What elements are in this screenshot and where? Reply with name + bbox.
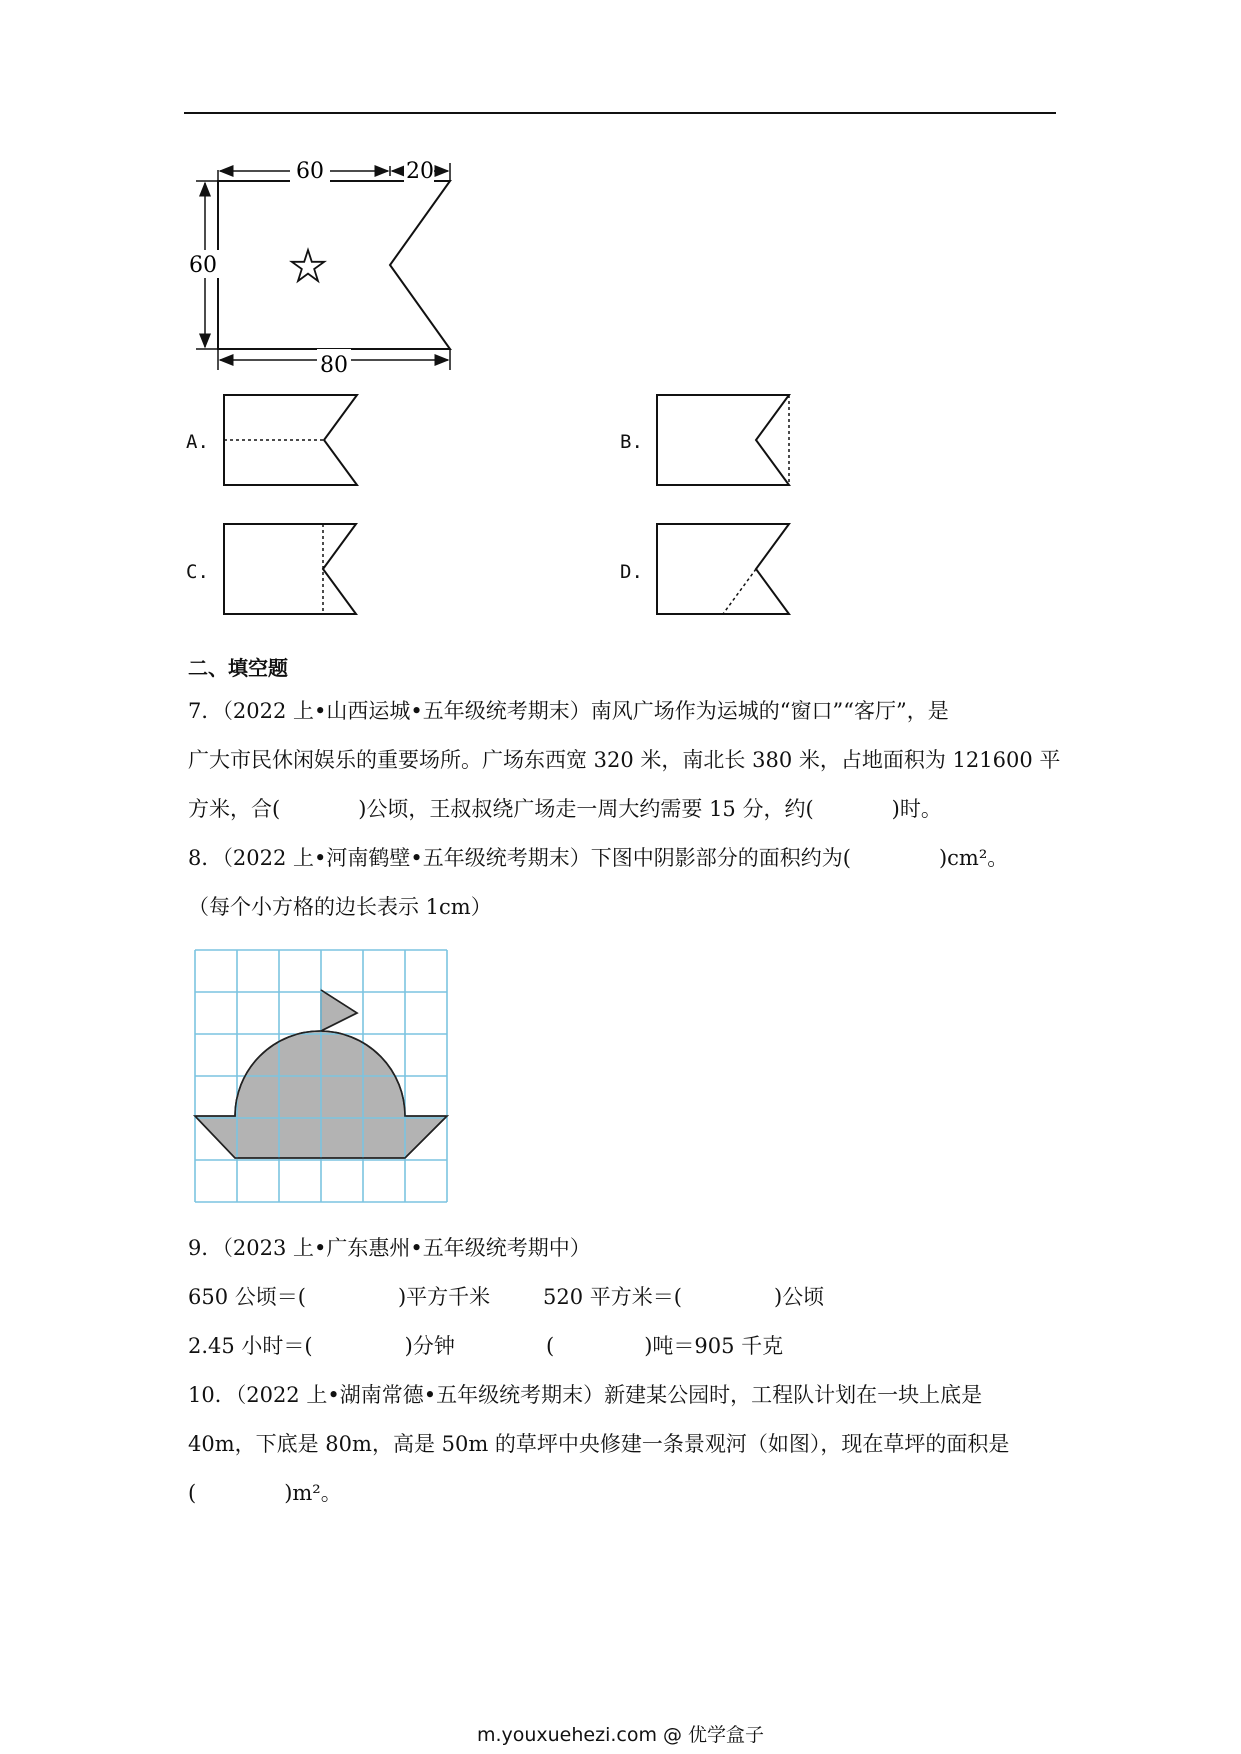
dim-60-top: 60	[296, 159, 324, 184]
q10-line3	[188, 1483, 342, 1504]
q7-line3-b: )公顷，王叔叔绕广场走一周大约需要 15 分，约(	[358, 797, 814, 821]
q9-line1: 9．（2023 上•广东惠州•五年级统考期中）	[188, 1236, 591, 1260]
q9-item2-a: 520 平方米＝(	[543, 1285, 682, 1309]
flag-outline	[218, 181, 450, 349]
q7-line2: 广大市民休闲娱乐的重要场所。广场东西宽 320 米，南北长 380 米，占地面积为 121600 平	[188, 748, 1061, 772]
q8-line1	[188, 848, 1008, 869]
option-c-figure[interactable]	[222, 523, 362, 619]
dim-20-top: 20	[406, 159, 434, 184]
option-a-figure[interactable]	[222, 394, 362, 490]
q10-line3-b: )m²。	[284, 1481, 342, 1505]
footer-source: m.youxuehezi.com @ 优学盒子	[476, 1724, 765, 1746]
q8-line1-b: )cm²。	[938, 846, 1009, 870]
q9-item1-a: 650 公顷＝(	[188, 1285, 306, 1309]
q9-item3-a: 2.45 小时＝(	[188, 1334, 313, 1358]
q10-line2: 40m，下底是 80m，高是 50m 的草坪中央修建一条景观河（如图），现在草坪的面积是	[188, 1432, 1010, 1456]
option-b-label: B.	[620, 431, 643, 453]
q10-line1: 10．（2022 上•湖南常德•五年级统考期末）新建某公园时，工程队计划在一块上底是	[188, 1383, 983, 1407]
flag-figure	[180, 150, 470, 380]
option-d-label: D.	[620, 561, 643, 583]
q9-item2-b: )公顷	[773, 1285, 825, 1309]
q9-item1	[188, 1287, 490, 1308]
q9-item4-a: (	[546, 1334, 555, 1358]
q7-line3-a: 方米，合(	[188, 797, 281, 821]
q8-line1-a: 8．（2022 上•河南鹤壁•五年级统考期末）下图中阴影部分的面积约为(	[188, 846, 851, 870]
grid-figure	[190, 945, 454, 1209]
q9-item4	[546, 1336, 783, 1357]
star-icon	[292, 250, 324, 281]
q9-item2	[543, 1287, 824, 1308]
shaded-flag	[321, 990, 357, 1031]
q8-line2: （每个小方格的边长表示 1cm）	[188, 895, 492, 919]
q10-line3-a: (	[188, 1481, 197, 1505]
q7-line1: 7．（2022 上•山西运城•五年级统考期末）南风广场作为运城的“窗口”“客厅”，是	[188, 699, 949, 723]
q9-item3-b: )分钟	[404, 1334, 455, 1358]
dim-80-bottom: 80	[320, 353, 348, 378]
option-c-label: C.	[186, 561, 209, 583]
q9-item4-b: )吨＝905 千克	[644, 1334, 784, 1358]
dim-60-left: 60	[189, 253, 217, 278]
header-rule	[184, 112, 1056, 114]
section-title: 二、填空题	[188, 656, 288, 680]
q7-line3-c: )时。	[891, 797, 942, 821]
q9-item3	[188, 1336, 455, 1357]
option-a-label: A.	[186, 431, 209, 453]
q7-line3	[188, 799, 942, 820]
option-d-figure[interactable]	[655, 523, 795, 619]
q9-item1-b: )平方千米	[397, 1285, 491, 1309]
option-b-figure[interactable]	[655, 394, 795, 490]
